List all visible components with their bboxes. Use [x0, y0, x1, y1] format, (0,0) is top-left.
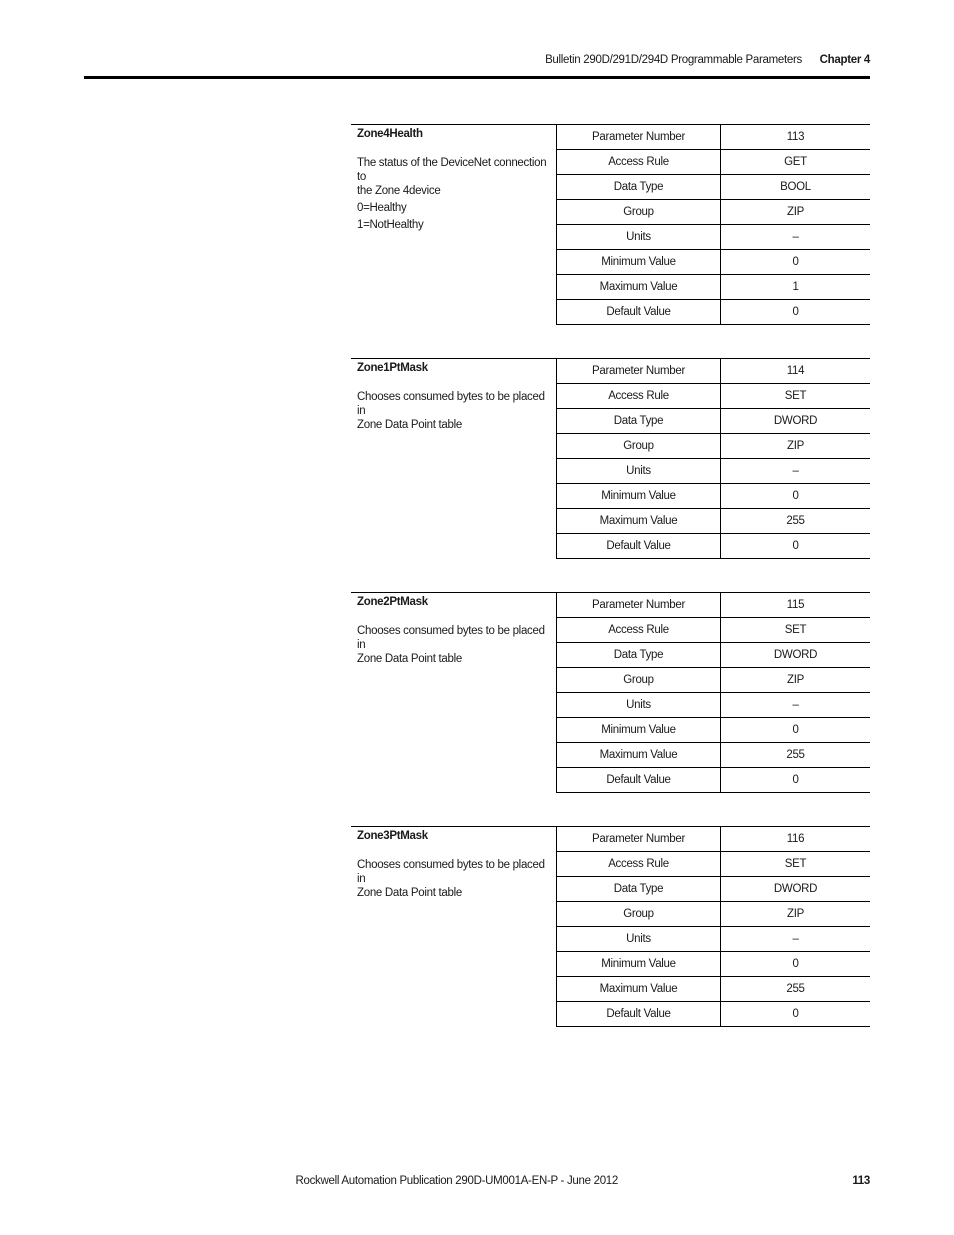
label-minimum-value: Minimum Value	[557, 250, 721, 275]
value-minimum-value: 0	[721, 952, 871, 977]
label-access-rule: Access Rule	[557, 618, 721, 643]
description-line: Chooses consumed bytes to be placed in	[357, 391, 545, 417]
label-parameter-number: Parameter Number	[557, 827, 721, 852]
label-units: Units	[557, 225, 721, 250]
label-data-type: Data Type	[557, 643, 721, 668]
parameter-description-cell	[351, 827, 557, 1027]
description-line: Zone Data Point table	[357, 653, 462, 665]
value-data-type: DWORD	[721, 409, 871, 434]
label-group: Group	[557, 200, 721, 225]
parameter-table-zone2ptmask	[351, 592, 870, 793]
parameter-name: Zone2PtMask	[357, 596, 428, 608]
value-data-type: DWORD	[721, 877, 871, 902]
value-minimum-value: 0	[721, 484, 871, 509]
value-data-type: DWORD	[721, 643, 871, 668]
value-parameter-number: 115	[721, 593, 871, 618]
parameter-table-zone1ptmask	[351, 358, 870, 559]
value-access-rule: SET	[721, 384, 871, 409]
label-access-rule: Access Rule	[557, 150, 721, 175]
label-data-type: Data Type	[557, 877, 721, 902]
label-minimum-value: Minimum Value	[557, 718, 721, 743]
value-units: –	[721, 225, 871, 250]
parameter-table-zone4health	[351, 124, 870, 325]
value-parameter-number: 113	[721, 125, 871, 150]
description-line: Chooses consumed bytes to be placed in	[357, 625, 545, 651]
value-units: –	[721, 693, 871, 718]
chapter-label: Chapter 4	[819, 54, 870, 66]
value-units: –	[721, 459, 871, 484]
description-line: Zone Data Point table	[357, 419, 462, 431]
label-maximum-value: Maximum Value	[557, 275, 721, 300]
parameter-description-cell	[351, 125, 557, 325]
value-maximum-value: 255	[721, 977, 871, 1002]
value-units: –	[721, 927, 871, 952]
value-meaning-line: 0=Healthy	[357, 202, 407, 214]
label-minimum-value: Minimum Value	[557, 952, 721, 977]
label-group: Group	[557, 902, 721, 927]
label-maximum-value: Maximum Value	[557, 509, 721, 534]
value-group: ZIP	[721, 200, 871, 225]
parameter-name: Zone4Health	[357, 128, 423, 140]
label-default-value: Default Value	[557, 300, 721, 325]
page-number: 113	[852, 1175, 870, 1187]
label-data-type: Data Type	[557, 175, 721, 200]
parameter-table-zone3ptmask	[351, 826, 870, 1027]
value-group: ZIP	[721, 434, 871, 459]
description-line: the Zone 4device	[357, 185, 441, 197]
label-access-rule: Access Rule	[557, 384, 721, 409]
value-parameter-number: 114	[721, 359, 871, 384]
description-line: Chooses consumed bytes to be placed in	[357, 859, 545, 885]
label-maximum-value: Maximum Value	[557, 977, 721, 1002]
description-line: Zone Data Point table	[357, 887, 462, 899]
value-parameter-number: 116	[721, 827, 871, 852]
value-default-value: 0	[721, 300, 871, 325]
label-parameter-number: Parameter Number	[557, 125, 721, 150]
label-units: Units	[557, 927, 721, 952]
label-parameter-number: Parameter Number	[557, 359, 721, 384]
value-minimum-value: 0	[721, 718, 871, 743]
value-default-value: 0	[721, 1002, 871, 1027]
parameter-name: Zone3PtMask	[357, 830, 428, 842]
value-access-rule: SET	[721, 618, 871, 643]
label-minimum-value: Minimum Value	[557, 484, 721, 509]
label-default-value: Default Value	[557, 534, 721, 559]
value-maximum-value: 255	[721, 743, 871, 768]
value-default-value: 0	[721, 768, 871, 793]
value-access-rule: GET	[721, 150, 871, 175]
parameter-name: Zone1PtMask	[357, 362, 428, 374]
value-group: ZIP	[721, 668, 871, 693]
label-maximum-value: Maximum Value	[557, 743, 721, 768]
value-minimum-value: 0	[721, 250, 871, 275]
value-maximum-value: 1	[721, 275, 871, 300]
label-data-type: Data Type	[557, 409, 721, 434]
value-group: ZIP	[721, 902, 871, 927]
value-access-rule: SET	[721, 852, 871, 877]
value-meaning-line: 1=NotHealthy	[357, 219, 424, 231]
parameter-description-cell	[351, 593, 557, 793]
label-units: Units	[557, 693, 721, 718]
label-default-value: Default Value	[557, 1002, 721, 1027]
page-header	[84, 48, 870, 79]
label-parameter-number: Parameter Number	[557, 593, 721, 618]
value-data-type: BOOL	[721, 175, 871, 200]
label-group: Group	[557, 668, 721, 693]
parameter-description-cell	[351, 359, 557, 559]
value-default-value: 0	[721, 534, 871, 559]
page-footer	[84, 1172, 870, 1192]
label-default-value: Default Value	[557, 768, 721, 793]
label-access-rule: Access Rule	[557, 852, 721, 877]
label-group: Group	[557, 434, 721, 459]
publication-info: Rockwell Automation Publication 290D-UM001A-EN-P - June 2012	[295, 1175, 618, 1187]
label-units: Units	[557, 459, 721, 484]
running-title: Bulletin 290D/291D/294D Programmable Parameters	[545, 54, 802, 66]
value-maximum-value: 255	[721, 509, 871, 534]
description-line: The status of the DeviceNet connection to	[357, 157, 547, 183]
